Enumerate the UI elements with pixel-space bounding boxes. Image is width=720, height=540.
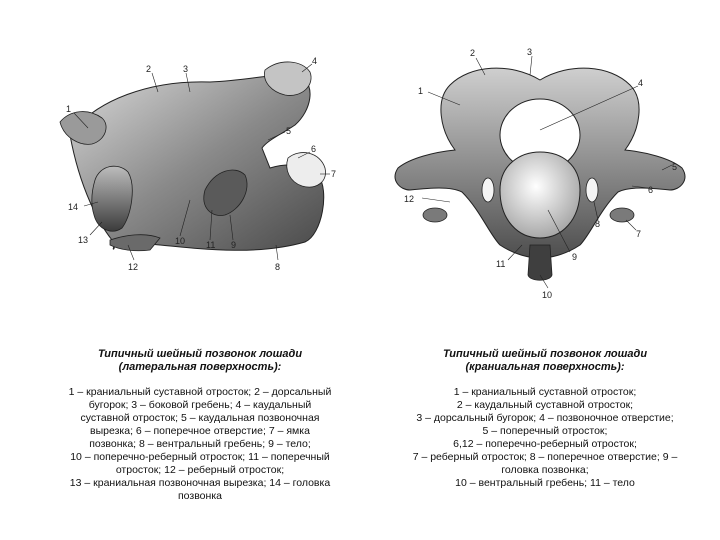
right-caption-legend: 1 – краниальный суставной отросток; 2 – каудальный суставной отросток; 3 – дорсальный бугорок; 4 – позвоночное отверстие; 5 – поперечный отросток; 6,12 – поперечно-реберный отросток; 7 – реберный отросток; 8 – поперечное отверстие; 9 – головка позвонка; 10 – вентральный гребень; 11 – тело bbox=[412, 386, 678, 489]
label-10: 10 bbox=[175, 236, 186, 246]
label-5: 5 bbox=[672, 162, 678, 172]
label-2: 2 bbox=[470, 48, 476, 58]
lateral-vertebra-illustration bbox=[40, 40, 370, 280]
cranial-articular-process bbox=[60, 112, 106, 145]
label-6: 6 bbox=[648, 185, 654, 195]
label-9: 9 bbox=[231, 240, 237, 250]
label-11: 11 bbox=[206, 240, 216, 250]
label-8: 8 bbox=[275, 262, 281, 272]
vertebra-head bbox=[92, 166, 132, 231]
label-3: 3 bbox=[183, 64, 189, 74]
right-caption-title: Типичный шейный позвонок лошади (краниальная поверхность): bbox=[442, 348, 648, 373]
ventral-crest bbox=[528, 245, 552, 280]
transverse-foramen-right bbox=[586, 178, 598, 202]
transverse-foramen-left bbox=[482, 178, 494, 202]
label-12: 12 bbox=[404, 194, 415, 204]
label-9: 9 bbox=[572, 252, 578, 262]
left-caption-legend: 1 – краниальный суставной отросток; 2 – дорсальный бугорок; 3 – боковой гребень; 4 – каудальный суставной отросток; 5 – каудальная позвоночная вырезка; 6 – поперечное отверстие; 7 – ямка позвонка; 8 – вентральный гребень; 9 – тело; 10 – поперечно-реберный отросток; 11 – поперечный отросток; 12 – реберный отросток; 13 – краниальная позвоночная вырезка; 14 – головка позвонка bbox=[68, 386, 332, 502]
label-3: 3 bbox=[527, 47, 533, 57]
cranial-vertebra-illustration bbox=[390, 40, 710, 310]
label-1: 1 bbox=[66, 104, 72, 114]
label-10: 10 bbox=[542, 290, 553, 300]
label-5: 5 bbox=[286, 126, 292, 136]
left-caption-title: Типичный шейный позвонок лошади (латеральная поверхность): bbox=[97, 348, 303, 373]
label-14: 14 bbox=[68, 202, 79, 212]
label-13: 13 bbox=[78, 235, 89, 245]
label-7: 7 bbox=[331, 169, 337, 179]
costal-process-left bbox=[423, 208, 447, 222]
label-1: 1 bbox=[418, 86, 424, 96]
label-12: 12 bbox=[128, 262, 139, 272]
label-2: 2 bbox=[146, 64, 152, 74]
label-4: 4 bbox=[638, 78, 644, 88]
label-8: 8 bbox=[595, 219, 601, 229]
label-4: 4 bbox=[312, 56, 318, 66]
label-11: 11 bbox=[496, 259, 506, 269]
label-6: 6 bbox=[311, 144, 317, 154]
costal-process-right bbox=[610, 208, 634, 222]
lateral-view-figure bbox=[40, 40, 370, 280]
vertebra-head bbox=[500, 152, 580, 238]
label-7: 7 bbox=[636, 229, 642, 239]
cranial-view-figure bbox=[390, 40, 710, 310]
